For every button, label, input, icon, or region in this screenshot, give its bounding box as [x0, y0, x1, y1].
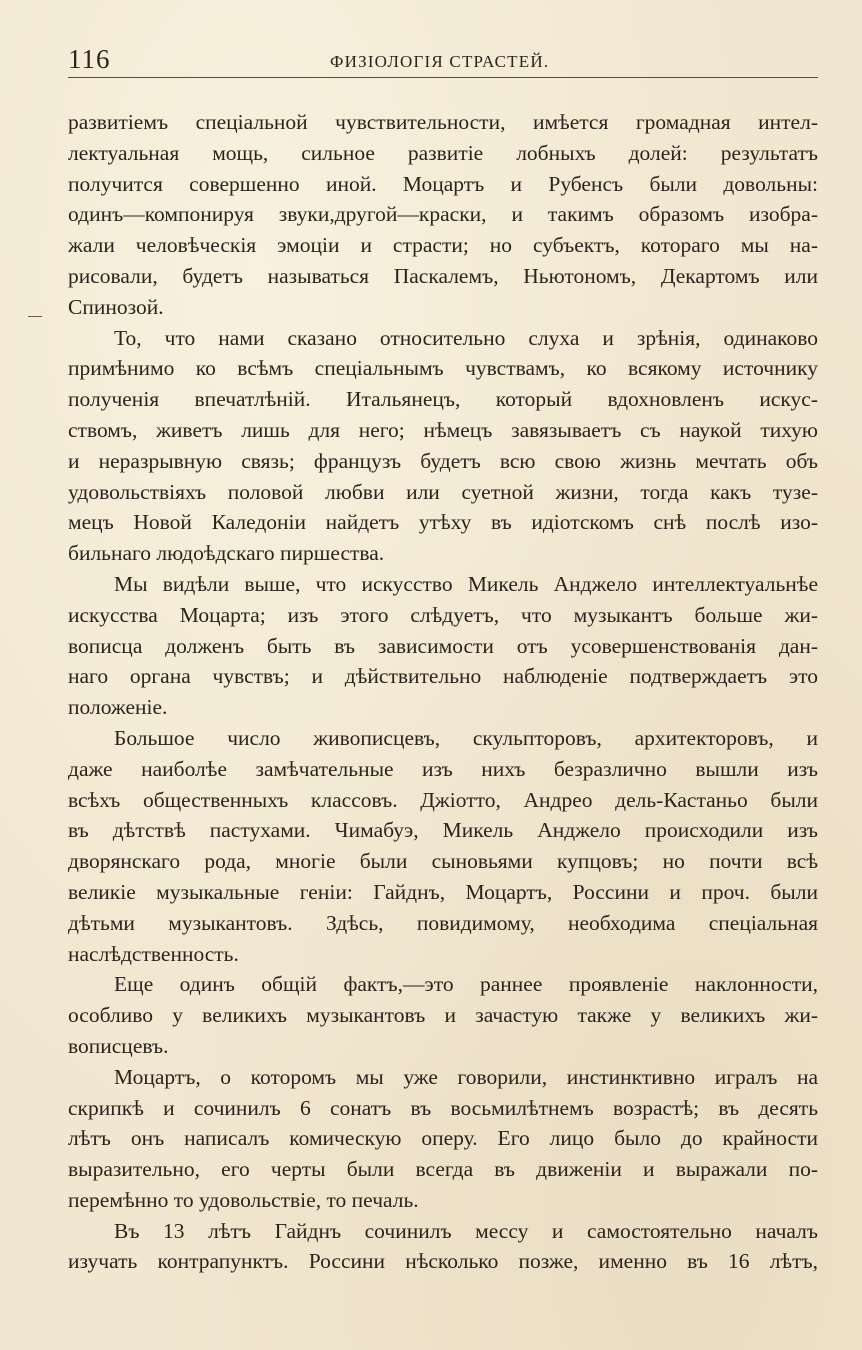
text-line: То, что нами сказано относительно слуха и зрѣнія, одинаково	[114, 325, 818, 350]
page-number: 116	[68, 44, 111, 74]
text-line: перемѣнно то удовольствіе, то печаль.	[68, 1187, 419, 1212]
text-line: мецъ Новой Каледоніи найдетъ утѣху въ идіотскомъ снѣ послѣ изо-	[68, 510, 818, 535]
text-line: лектуальная мощь, сильное развитіе лобныхъ долей: результатъ	[68, 140, 818, 165]
text-line: жали человѣческія эмоціи и страсти; но субъектъ, котораго мы на-	[68, 233, 818, 258]
text-line: Въ 13 лѣтъ Гайднъ сочинилъ мессу и самостоятельно началъ	[114, 1218, 818, 1243]
text-line: развитіемъ спеціальной чувствительности, имѣется громадная интел-	[68, 110, 818, 134]
running-title: ФИЗІОЛОГІЯ СТРАСТЕЙ.	[330, 52, 550, 71]
text-line: дворянскаго рода, многіе были сыновьями купцовъ; но почти всѣ	[68, 849, 818, 874]
text-line: скрипкѣ и сочинилъ 6 сонатъ въ восьмилѣтнемъ возрастѣ; въ десять	[68, 1095, 818, 1120]
text-line: лѣтъ онъ написалъ комическую оперу. Его лицо было до крайности	[68, 1126, 818, 1151]
text-line: искусства Моцарта; изъ этого слѣдуетъ, что музыкантъ больше жи-	[68, 602, 818, 627]
text-line: выразительно, его черты были всегда въ движеніи и выражали по-	[68, 1157, 818, 1182]
text-line: Еще одинъ общій фактъ,—это раннее проявленіе наклонности,	[114, 972, 818, 997]
text-line: получится совершенно иной. Моцартъ и Рубенсъ были довольны:	[68, 171, 818, 196]
text-line: Большое число живописцевъ, скульпторовъ, архитекторовъ, и	[114, 725, 818, 750]
text-line: ствомъ, живетъ лишь для него; нѣмецъ завязываетъ съ наукой тихую	[68, 417, 818, 442]
body-text	[68, 107, 818, 1277]
text-line: одинъ—компонируя звуки,другой—краски, и такимъ образомъ изобра-	[68, 202, 818, 227]
text-line: вописца долженъ быть въ зависимости отъ усовершенствованія дан-	[68, 633, 818, 658]
text-line: наслѣдственность.	[68, 941, 239, 966]
text-line: въ дѣтствѣ пастухами. Чимабуэ, Микель Анджело происходили изъ	[68, 818, 818, 843]
header-rule	[68, 77, 818, 78]
text-line: великіе музыкальные геніи: Гайднъ, Моцартъ, Россини и проч. были	[68, 879, 818, 904]
text-line: рисовали, будетъ называться Паскалемъ, Ньютономъ, Декартомъ или	[68, 263, 818, 288]
text-line: вописцевъ.	[68, 1033, 169, 1058]
margin-mark	[28, 316, 42, 317]
text-line: дѣтьми музыкантовъ. Здѣсь, повидимому, необходима спеціальная	[68, 910, 818, 935]
text-line: удовольствіяхъ половой любви или суетной жизни, тогда какъ тузе-	[68, 479, 818, 504]
text-line: всѣхъ общественныхъ классовъ. Джіотто, Андрео дель-Кастаньо были	[68, 787, 818, 812]
text-line: Мы видѣли выше, что искусство Микель Анджело интеллектуальнѣе	[114, 571, 818, 596]
text-line: изучать контрапунктъ. Россини нѣсколько позже, именно въ 16 лѣтъ,	[68, 1249, 818, 1274]
text-line: Спинозой.	[68, 294, 164, 319]
text-line: наго органа чувствъ; и дѣйствительно наблюденіе подтверждаетъ это	[68, 664, 818, 689]
text-line: особливо у великихъ музыкантовъ и зачастую также у великихъ жи-	[68, 1003, 818, 1028]
text-line: положеніе.	[68, 695, 168, 720]
text-line: и неразрывную связь; французъ будетъ всю свою жизнь мечтать объ	[68, 448, 818, 473]
text-line: даже наиболѣе замѣчательные изъ нихъ безразлично вышли изъ	[68, 756, 818, 781]
page-header	[68, 44, 818, 78]
text-line: примѣнимо ко всѣмъ спеціальнымъ чувствамъ, ко всякому источнику	[68, 356, 818, 381]
text-line: полученія впечатлѣній. Итальянецъ, который вдохновленъ искус-	[68, 387, 818, 412]
text-line: бильнаго людоѣдскаго пиршества.	[68, 541, 385, 566]
text-line: Моцартъ, о которомъ мы уже говорили, инстинктивно игралъ на	[114, 1064, 818, 1089]
